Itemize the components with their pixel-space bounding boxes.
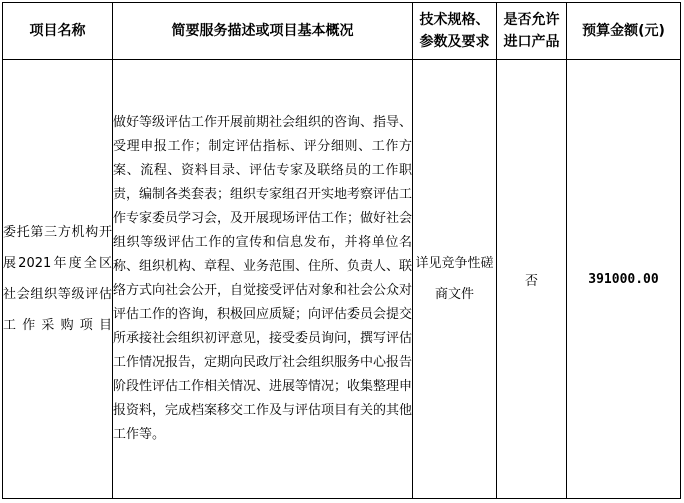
budget-cell: 391000.00 bbox=[567, 60, 681, 499]
header-import-line2: 进口产品 bbox=[503, 34, 560, 50]
header-description: 简要服务描述或项目基本概况 bbox=[113, 3, 413, 60]
header-row bbox=[3, 3, 681, 60]
table-row bbox=[3, 60, 681, 499]
description-cell: 做好等级评估工作开展前期社会组织的咨询、指导、受理申报工作；制定评估指标、评分细则、工作方案、流程、资料目录、评估专家及联络员的工作职责，编制各类套表；组织专家组召开实地考察评估工作专家委员学习会，及开展现场评估工作；做好社会组织等级评估工作的宣传和信息发布，并将单位名称、组织机构、章程、业务范围、住所、负责人、联络方式向社会公开，自觉接受评估对象和社会公众对评估工作的咨询，积极回应质疑；向评估委员会提交所承接社会组织初评意见，接受委员询问，撰写评估工作情况报告，定期向民政厅社会组织服务中心报告阶段性评估工作相关情况、进展等情况；收集整理申报资料，完成档案移交工作及与评估项目有关的其他工作等。 bbox=[113, 60, 413, 499]
header-spec-line1: 技术规格、 bbox=[419, 12, 490, 28]
header-import bbox=[497, 3, 567, 60]
procurement-table bbox=[2, 2, 681, 499]
spec-cell: 详见竞争性磋商文件 bbox=[413, 60, 497, 499]
import-allowed-cell: 否 bbox=[497, 60, 567, 499]
header-project-name: 项目名称 bbox=[3, 3, 113, 60]
header-spec bbox=[413, 3, 497, 60]
header-budget: 预算金额(元) bbox=[567, 3, 681, 60]
header-spec-line2: 参数及要求 bbox=[419, 34, 490, 50]
project-name-cell: 委托第三方机构开展2021年度全区社会组织等级评估工作采购项目 bbox=[3, 60, 113, 499]
header-import-line1: 是否允许 bbox=[503, 12, 560, 28]
